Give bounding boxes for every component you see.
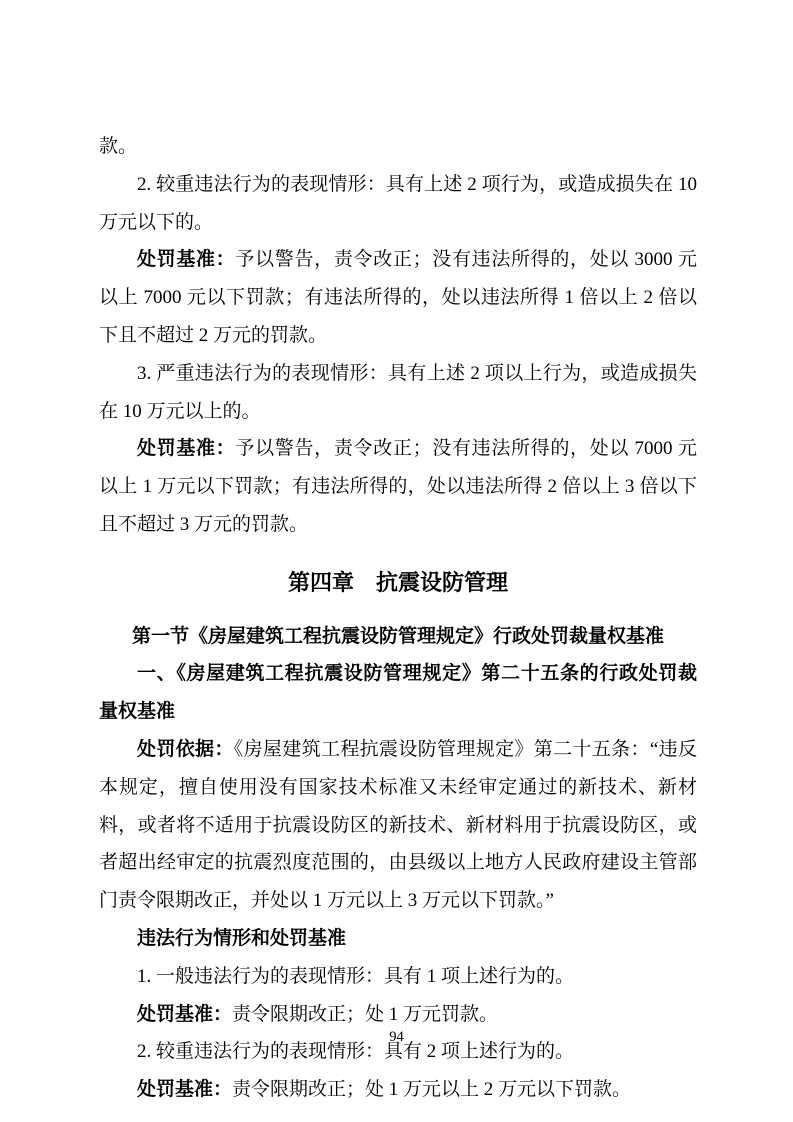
text-run: 3. 严重违法行为的表现情形：具有上述 2 项以上行为，或造成损失在 10 万元以上的。: [99, 362, 697, 422]
text-run: 责令限期改正；处 1 万元以上 2 万元以下罚款。: [232, 1079, 632, 1101]
paragraph: [99, 166, 697, 242]
paragraph: [99, 958, 697, 996]
text-run: 《房屋建筑工程抗震设防管理规定》第二十五条：“违反本规定，擅自使用没有国家技术标准又未经审定通过的新技术、新材料，或者将不适用于抗震设防区的新技术、新材料用于抗震设防区，或者超出经审定的抗震烈度范围的，由县级以上地方人民政府建设主管部门责令限期改正，并处以 1 万元以上 3 万元以下罚款。”: [99, 738, 697, 912]
bold-text-run: 处罚基准：: [137, 1079, 233, 1101]
paragraph: [99, 920, 697, 958]
paragraph: [99, 430, 697, 543]
document-content: [99, 128, 697, 1109]
text-run: 2. 较重违法行为的表现情形：具有上述 2 项行为，或造成损失在 10 万元以下的。: [99, 173, 697, 233]
paragraph: [99, 996, 697, 1034]
text-run: 1. 一般违法行为的表现情形：具有 1 项上述行为的。: [137, 965, 575, 987]
page-number: 94: [389, 1029, 404, 1045]
paragraph: [99, 731, 697, 920]
text-run: 予以警告，责令改正；没有违法所得的，处以 7000 元以上 1 万元以下罚款；有违法所得的，处以违法所得 2 倍以上 3 倍以下且不超过 3 万元的罚款。: [99, 438, 697, 535]
bold-text-run: 处罚基准：: [137, 438, 236, 460]
bold-text-run: 处罚基准：: [137, 249, 236, 271]
bold-text-run: 处罚依据：: [137, 738, 234, 760]
section-heading: [99, 618, 697, 656]
paragraph: [99, 1071, 697, 1109]
text-run: 2. 较重违法行为的表现情形：具有 2 项上述行为的。: [137, 1041, 575, 1063]
paragraph: [99, 128, 697, 166]
bold-text-run: 一、《房屋建筑工程抗震设防管理规定》第二十五条的行政处罚裁量权基准: [99, 663, 697, 723]
chapter-heading: [99, 564, 697, 602]
text-run: 责令限期改正；处 1 万元罚款。: [232, 1003, 499, 1025]
bold-text-run: 违法行为情形和处罚基准: [137, 927, 347, 949]
text-run: 款。: [99, 136, 138, 157]
text-run: 予以警告，责令改正；没有违法所得的，处以 3000 元以上 7000 元以下罚款；有违法所得的，处以违法所得 1 倍以上 2 倍以下且不超过 2 万元的罚款。: [99, 249, 697, 346]
paragraph: [99, 355, 697, 431]
bold-text-run: 第一节《房屋建筑工程抗震设防管理规定》行政处罚裁量权基准: [131, 625, 664, 647]
bold-text-run: 处罚基准：: [137, 1003, 233, 1025]
bold-text-run: 第四章 抗震设防管理: [287, 569, 508, 595]
paragraph: [99, 655, 697, 731]
paragraph: [99, 241, 697, 354]
